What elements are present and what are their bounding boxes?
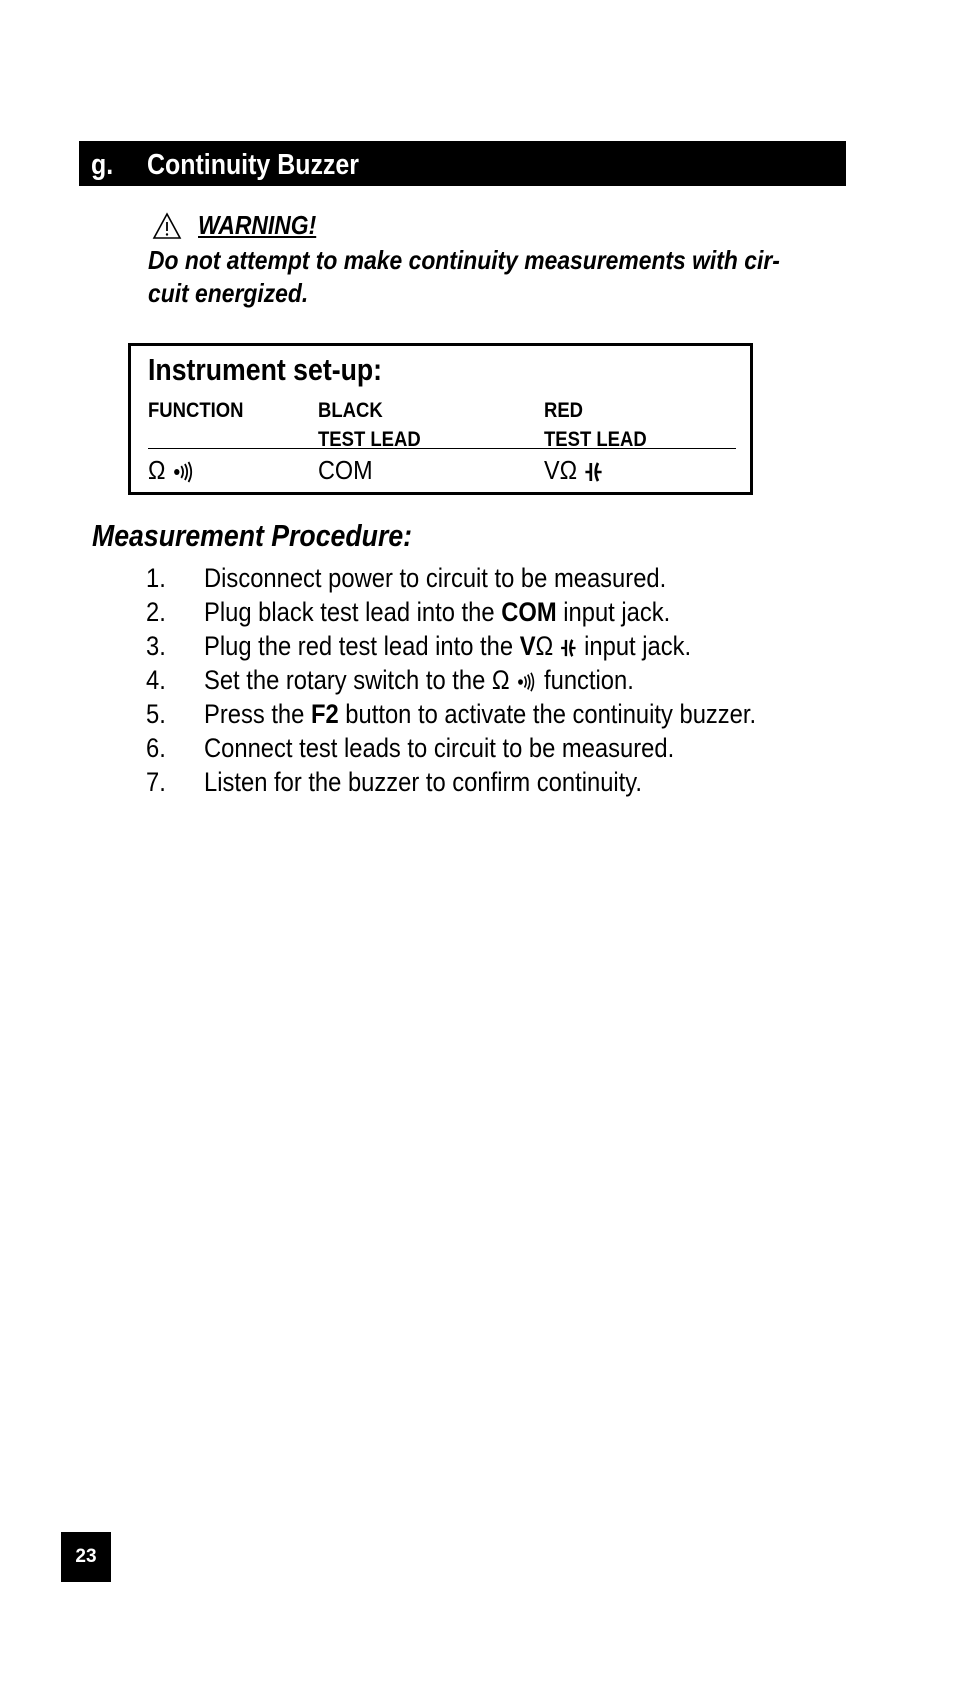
step-text-part: input jack. — [556, 597, 671, 627]
setup-title: Instrument set-up: — [148, 352, 383, 387]
step-text-part: button to activate the continuity buzzer. — [338, 699, 757, 729]
list-item — [146, 699, 926, 733]
table-divider — [148, 448, 736, 449]
black-lead-cell — [318, 455, 373, 486]
column-header-text: RED — [544, 399, 584, 422]
step-text-part: Connect test leads to circuit to be measured. — [204, 733, 675, 763]
procedure-steps — [146, 563, 926, 801]
black-lead-value: COM — [318, 455, 373, 485]
step-text — [204, 767, 642, 798]
section-title: Continuity Buzzer — [147, 149, 359, 181]
list-item — [146, 733, 926, 767]
list-item — [146, 631, 926, 665]
step-text — [204, 699, 756, 730]
column-header-black-lead — [318, 396, 421, 454]
red-lead-value: VΩ — [544, 455, 578, 485]
warning-triangle-icon — [152, 212, 182, 240]
list-item — [146, 563, 926, 597]
step-text-part: Set the rotary switch to the — [204, 665, 492, 695]
capacitor-icon — [560, 637, 578, 659]
section-header — [79, 141, 846, 186]
omega-symbol: Ω — [535, 631, 554, 661]
step-number: 3. — [146, 631, 166, 661]
step-number: 4. — [146, 665, 166, 695]
step-bold-term: F2 — [310, 699, 339, 729]
step-number: 6. — [146, 733, 166, 763]
step-text-part: function. — [537, 665, 634, 695]
step-text — [204, 665, 634, 696]
step-text-part: Plug the red test lead into the — [204, 631, 520, 661]
warning-text-line: Do not attempt to make continuity measurements with cir- — [148, 245, 780, 275]
step-text — [204, 631, 691, 662]
section-letter: g. — [91, 149, 114, 181]
step-number: 2. — [146, 597, 166, 627]
column-header-text: FUNCTION — [148, 399, 244, 422]
page-number: 23 — [61, 1532, 111, 1582]
column-header-text: TEST LEAD — [318, 428, 421, 451]
procedure-title: Measurement Procedure: — [92, 518, 413, 553]
function-cell — [148, 455, 195, 486]
step-text — [204, 733, 674, 764]
warning-text — [148, 244, 888, 310]
step-number: 5. — [146, 699, 166, 729]
step-number: 7. — [146, 767, 166, 797]
omega-symbol: Ω — [148, 455, 166, 485]
warning-label: WARNING! — [198, 210, 317, 240]
column-header-text: TEST LEAD — [544, 428, 647, 451]
step-text-part: Press the — [204, 699, 311, 729]
step-text-part: Listen for the buzzer to confirm continuity. — [204, 767, 643, 797]
step-text-part: input jack. — [577, 631, 692, 661]
list-item — [146, 665, 926, 699]
list-item — [146, 767, 926, 801]
column-header-function — [148, 396, 243, 425]
step-number: 1. — [146, 563, 166, 593]
capacitor-icon — [584, 460, 604, 484]
step-bold-term: COM — [501, 597, 557, 627]
column-header-red-lead — [544, 396, 647, 454]
step-text-part: Plug black test lead into the — [204, 597, 502, 627]
list-item — [146, 597, 926, 631]
step-text — [204, 597, 670, 628]
omega-symbol: Ω — [491, 665, 510, 695]
red-lead-cell — [544, 455, 603, 486]
step-text-part: Disconnect power to circuit to be measured. — [204, 563, 667, 593]
step-bold-term: V — [519, 631, 536, 661]
instrument-setup-box — [128, 343, 753, 495]
step-text — [204, 563, 666, 594]
continuity-buzzer-icon — [516, 671, 537, 693]
warning-text-line: cuit energized. — [148, 278, 309, 308]
continuity-buzzer-icon — [172, 460, 195, 484]
column-header-text: BLACK — [318, 399, 383, 422]
